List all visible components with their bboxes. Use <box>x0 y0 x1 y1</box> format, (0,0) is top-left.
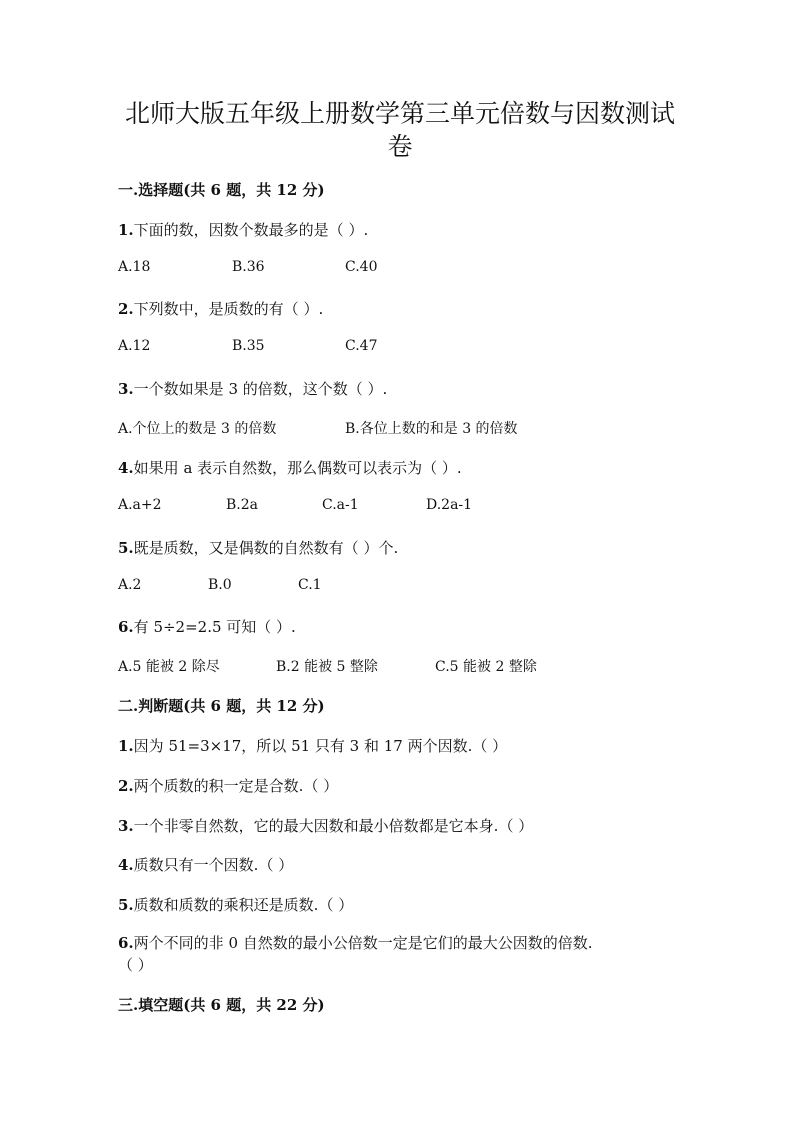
section-heading-choice: 一.选择题(共 6 题，共 12 分) <box>118 181 325 199</box>
question-text: 两个不同的非 0 自然数的最小公倍数一定是它们的最大公因数的倍数. <box>133 934 593 952</box>
question-number: 4. <box>118 856 134 874</box>
option-b: B.2a <box>226 497 258 513</box>
choice-options-4 <box>118 497 758 517</box>
option-b: B.2 能被 5 整除 <box>276 659 378 675</box>
choice-question-4 <box>118 457 462 478</box>
choice-question-1 <box>118 219 368 240</box>
question-number: 2. <box>118 300 134 318</box>
question-text: 质数只有一个因数.（ ） <box>133 856 294 874</box>
choice-question-3 <box>118 378 387 399</box>
option-c: C.40 <box>345 259 378 275</box>
question-number: 1. <box>118 737 134 755</box>
option-a: A.个位上的数是 3 的倍数 <box>118 421 277 437</box>
option-a: A.5 能被 2 除尽 <box>118 659 220 675</box>
question-number: 2. <box>118 777 134 795</box>
choice-question-5 <box>118 537 398 558</box>
option-b: B.0 <box>208 577 232 593</box>
option-c: C.1 <box>298 577 322 593</box>
choice-options-2 <box>118 338 758 358</box>
question-number: 4. <box>118 459 134 477</box>
question-text: 一个数如果是 3 的倍数，这个数（ ）. <box>133 380 388 398</box>
question-text: 两个质数的积一定是合数.（ ） <box>133 777 339 795</box>
option-b: B.各位上数的和是 3 的倍数 <box>345 421 518 437</box>
option-a: A.2 <box>118 577 142 593</box>
question-text: 质数和质数的乘积还是质数.（ ） <box>133 896 354 914</box>
question-text: 有 5÷2=2.5 可知（ ）. <box>133 618 296 636</box>
option-c: C.47 <box>345 338 378 354</box>
question-number: 6. <box>118 934 134 952</box>
option-a: A.18 <box>118 259 151 275</box>
page-title-continued: 卷 <box>387 132 413 161</box>
option-b: B.36 <box>232 259 265 275</box>
judge-question-1 <box>118 735 507 756</box>
option-c: C.5 能被 2 整除 <box>435 659 537 675</box>
option-b: B.35 <box>232 338 265 354</box>
choice-options-5 <box>118 577 758 597</box>
question-text: 下面的数，因数个数最多的是（ ）. <box>133 221 369 239</box>
question-text: 一个非零自然数，它的最大因数和最小倍数都是它本身.（ ） <box>133 817 534 835</box>
option-c: C.a-1 <box>322 497 359 513</box>
option-a: A.a+2 <box>118 497 162 513</box>
question-text: 既是质数，又是偶数的自然数有（ ）个. <box>133 539 399 557</box>
question-number: 3. <box>118 380 134 398</box>
choice-options-3 <box>118 418 758 438</box>
judge-question-3 <box>118 815 533 836</box>
judge-question-2 <box>118 775 338 796</box>
question-number: 5. <box>118 539 134 557</box>
section-heading-judge: 二.判断题(共 6 题，共 12 分) <box>118 697 325 715</box>
question-number: 5. <box>118 896 134 914</box>
section-heading-fill: 三.填空题(共 6 题，共 22 分) <box>118 996 325 1014</box>
judge-question-4 <box>118 854 293 875</box>
choice-question-2 <box>118 298 323 319</box>
option-a: A.12 <box>118 338 151 354</box>
judge-question-6 <box>118 932 593 953</box>
question-text: 下列数中，是质数的有（ ）. <box>133 300 324 318</box>
choice-question-6 <box>118 616 296 637</box>
question-number: 6. <box>118 618 134 636</box>
choice-options-6 <box>118 656 758 676</box>
question-number: 3. <box>118 817 134 835</box>
page-title: 北师大版五年级上册数学第三单元倍数与因数测试 <box>124 99 675 128</box>
question-number: 1. <box>118 221 134 239</box>
judge-question-5 <box>118 894 353 915</box>
choice-options-1 <box>118 259 758 279</box>
judge-question-6-answer-blank: （ ） <box>118 956 153 974</box>
question-text: 如果用 a 表示自然数，那么偶数可以表示为（ ）. <box>133 459 462 477</box>
question-text: 因为 51=3×17，所以 51 只有 3 和 17 两个因数.（ ） <box>133 737 508 755</box>
option-d: D.2a-1 <box>426 497 473 513</box>
